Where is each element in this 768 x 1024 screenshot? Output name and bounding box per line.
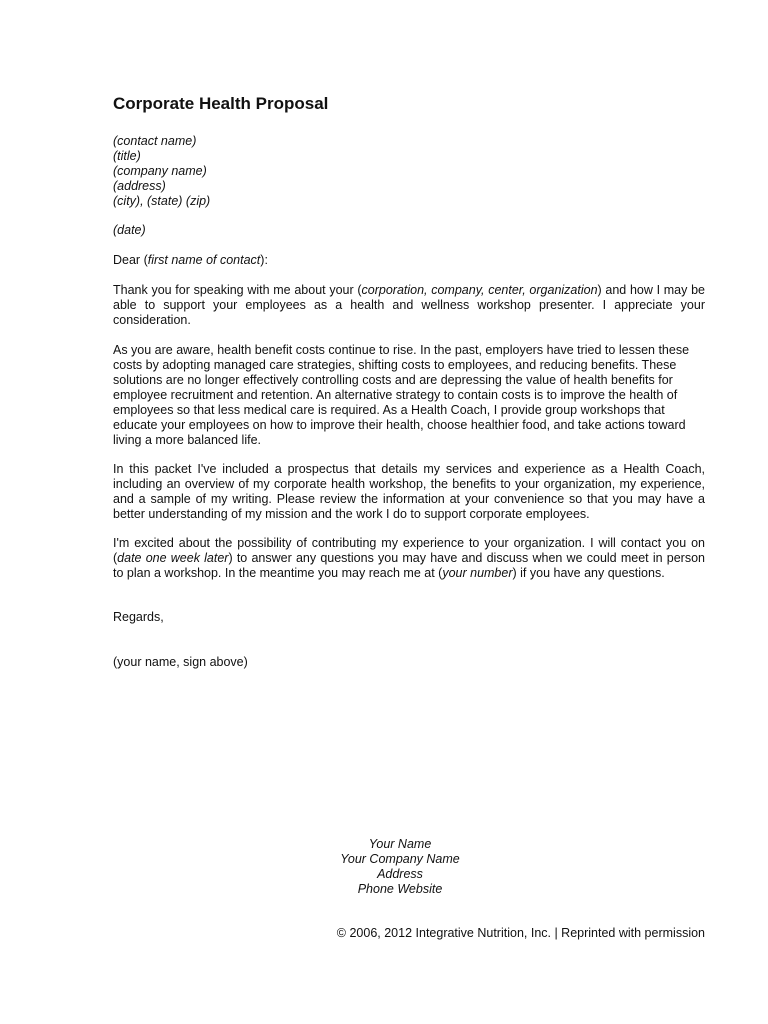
paragraph-packet: In this packet I've included a prospectus that details my services and experience as a Health Coach, including an overview of my corporate health workshop, the benefits to your organization, my experience, and a sample of my writing. Please review the information at your convenience so that you may have a better understanding of my mission and the work I do to support corporate employees. [113,462,705,521]
sign-name-placeholder: (your name, sign above) [113,655,248,669]
paragraph-costs-line: living a more balanced life. [113,433,261,447]
signature-address: Address [377,867,423,881]
paragraph-costs-line: employee recruitment and retention. An alternative strategy to contain costs is to improve the health of [113,388,678,402]
salutation-suffix: ): [260,253,268,267]
paragraph-contact-part2: ) to answer any questions you may have and discuss when we could meet in person to plan a workshop. In the meantime you may reach me at ( [113,551,705,580]
paragraph-contact-part3: ) if you have any questions. [512,566,665,580]
paragraph-costs-line: educate your employees on how to improve their health, choose healthier food, and take actions toward [113,418,686,432]
paragraph-costs-line: costs by adopting managed care strategies, shifting costs to employees, and reducing benefits. These [113,358,677,372]
salutation-placeholder: first name of contact [147,253,261,267]
document-title: Corporate Health Proposal [113,94,329,113]
letter-date: (date) [113,223,146,237]
paragraph-contact-part1: I'm excited about the possibility of contributing my experience to your organization. I will contact you on ( [113,536,705,565]
paragraph-contact-placeholder-number: your number [442,566,513,580]
contact-name-line: (contact name) [113,134,197,148]
closing: Regards, [113,610,164,624]
paragraph-intro-placeholder: corporation, company, center, organization [361,283,598,297]
paragraph-contact-placeholder-date: date one week later [117,551,229,565]
salutation [113,253,705,268]
signature-company: Your Company Name [340,852,460,866]
city-state-zip-line: (city), (state) (zip) [113,194,211,208]
recipient-address-block [113,134,705,209]
paragraph-contact [113,536,705,581]
paragraph-intro-after: ) and how I may be able to support your employees as a health and wellness workshop presenter. I appreciate your consideration. [113,283,705,327]
paragraph-costs-line: As you are aware, health benefit costs continue to rise. In the past, employers have tried to lessen these [113,343,690,357]
signature-phone-website: Phone Website [357,882,443,896]
signature-name: Your Name [368,837,432,851]
paragraph-costs-line: employees so that less medical care is required. As a Health Coach, I provide group workshops that [113,403,665,417]
address-line: (address) [113,179,166,193]
paragraph-costs [113,343,705,448]
company-name-line: (company name) [113,164,207,178]
copyright-footer: © 2006, 2012 Integrative Nutrition, Inc. | Reprinted with permission [336,926,705,940]
paragraph-intro [113,283,705,328]
paragraph-costs-line: solutions are no longer effectively controlling costs and are depressing the value of health benefits for [113,373,673,387]
signature-block [250,837,550,897]
salutation-prefix: Dear ( [113,253,148,267]
contact-title-line: (title) [113,149,141,163]
paragraph-intro-before: Thank you for speaking with me about your ( [113,283,362,297]
